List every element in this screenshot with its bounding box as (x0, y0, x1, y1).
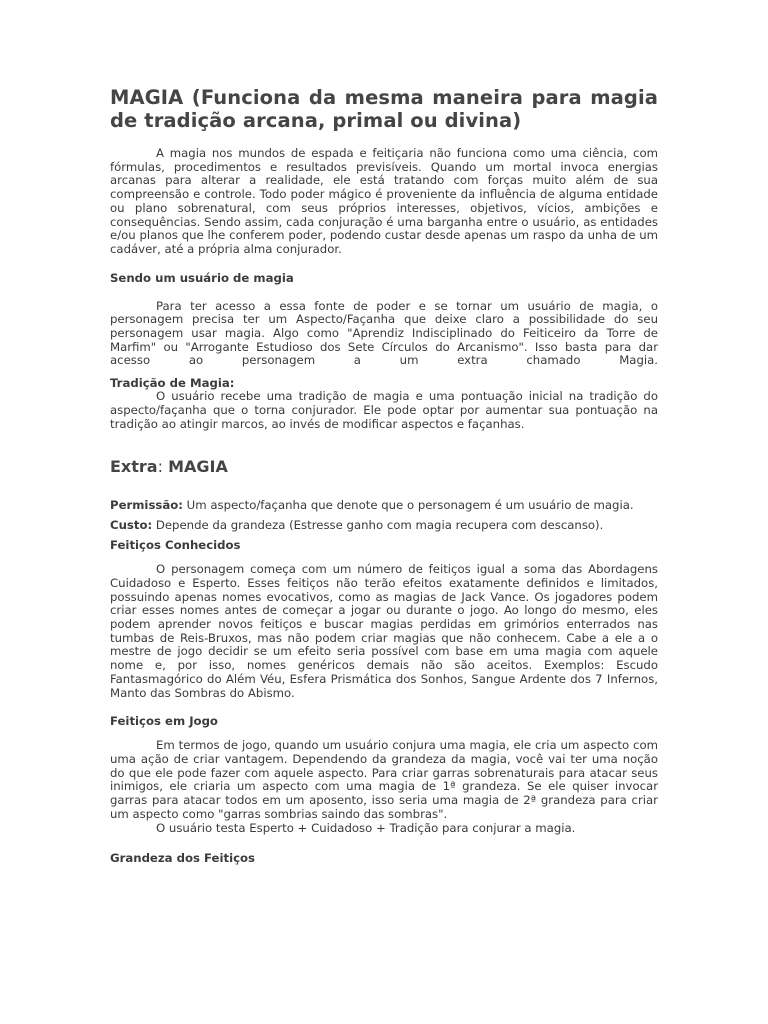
cost-text: Depende da grandeza (Estresse ganho com magia recupera com descanso). (152, 518, 604, 533)
section-body-tradition: O usuário recebe uma tradição de magia e uma pontuação inicial na tradição do aspecto/façanha que o torna conjurador. Ele pode optar por aumentar sua pontuação na tradição ao atingir marcos, ao invés de modificar aspectos e façanhas. (110, 389, 658, 431)
extra-label: Extra (110, 457, 158, 477)
permission-label: Permissão: (110, 498, 183, 513)
section-body-spells-in-play: Em termos de jogo, quando um usuário conjura uma magia, ele cria um aspecto com uma ação de criar vantagem. Dependendo da grandeza da magia, você vai ter uma noção do que ele pode fazer com aquele aspecto. Para criar garras sobrenaturais para atacar seus inimigos, ele criaria um aspecto com uma magia de 1ª grandeza. Se ele quiser invocar garras para atacar todos em um aposento, isso seria uma magia de 2ª grandeza para criar um aspecto como "garras sombrias saindo das sombras". (110, 738, 658, 821)
permission-line (110, 498, 658, 512)
extra-separator: : (157, 457, 169, 477)
section-heading-known-spells: Feitiços Conhecidos (110, 538, 241, 553)
section-heading-spells-in-play: Feitiços em Jogo (110, 714, 218, 729)
extra-heading (110, 457, 658, 476)
section-heading-tradition: Tradição de Magia: (110, 376, 235, 391)
section-body-spells-in-play-test: O usuário testa Esperto + Cuidadoso + Tradição para conjurar a magia. (156, 820, 576, 835)
section-body-known-spells: O personagem começa com um número de feitiços igual a soma das Abordagens Cuidadoso e Esperto. Esses feitiços não terão efeitos exatamente definidos e limitados, possuindo apenas nomes evocativos, como as magias de Jack Vance. Os jogadores podem criar esses nomes antes de começar a jogar ou durante o jogo. Ao longo do mesmo, eles podem aprender novos feitiços e buscar magias perdidas em grimórios enterrados nas tumbas de Reis-Bruxos, mas não podem criar magias que não conhecem. Cabe a ele a o mestre de jogo decidir se um efeito seria possível com base em uma magia com aquele nome e, por isso, nomes genéricos demais não são aceitos. Exemplos: Escudo Fantasmagórico do Além Véu, Esfera Prismática dos Sonhos, Sangue Ardente dos 7 Infernos, Manto das Sombras do Abismo. (110, 562, 658, 700)
intro-paragraph: A magia nos mundos de espada e feitiçaria não funciona como uma ciência, com fórmulas, procedimentos e resultados previsíveis. Quando um mortal invoca energias arcanas para alterar a realidade, ele está tratando com forças muito além de sua compreensão e controle. Todo poder mágico é proveniente da influência de alguma entidade ou plano sobrenatural, com seus próprios interesses, objetivos, vícios, ambições e consequências. Sendo assim, cada conjuração é uma barganha entre o usuário, as entidades e/ou planos que lhe conferem poder, podendo custar desde apenas um raspo da unha de um cadáver, até a própria alma conjurador. (110, 146, 658, 256)
section-body-user: Para ter acesso a essa fonte de poder e se tornar um usuário de magia, o personagem precisa ter um Aspecto/Façanha que deixe claro a possibilidade do seu personagem usar magia. Algo como "Aprendiz Indisciplinado do Feiticeiro da Torre de Marfim" ou "Arrogante Estudioso dos Sete Círculos do Arcanismo". Isso basta para dar acesso ao personagem a um extra chamado Magia. (110, 298, 658, 368)
permission-text: Um aspecto/façanha que denote que o personagem é um usuário de magia. (182, 498, 634, 513)
page-title: MAGIA (Funciona da mesma maneira para magia de tradição arcana, primal ou divina) (110, 86, 658, 132)
section-heading-spell-magnitude: Grandeza dos Feitiços (110, 851, 255, 866)
section-heading-user: Sendo um usuário de magia (110, 270, 294, 285)
extra-name: MAGIA (168, 457, 228, 477)
cost-label: Custo: (110, 518, 153, 533)
cost-line (110, 518, 658, 532)
